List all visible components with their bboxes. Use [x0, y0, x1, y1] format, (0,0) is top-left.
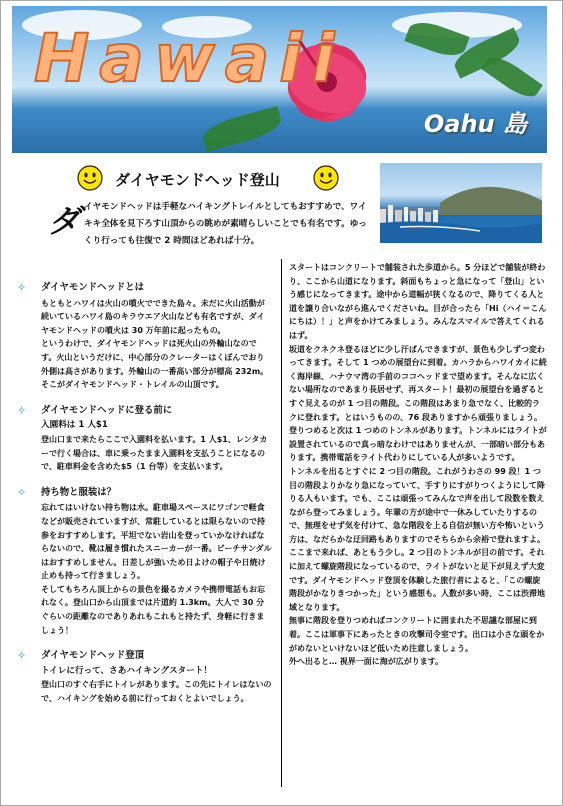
- paragraph: 坂道をクネクネ登るほどに少し汗ばんできますが、景色も少しずつ変わってきます。そして 1 つめの展望台に到着。カハラからハワイカイに続く海岸線、ハナウマ湾の手前のココヘッドまで望めます。そんなに広くない場所なのであまり長居せず、再スタート！最初の展望台を過ぎるとすぐ見えるのが 1 つ目の階段。この階段はあまり急でなく、比較的ラクに登れます。とはいうものの、76 段ありますから頑張りましょう。: [289, 344, 547, 422]
- banner-image: [12, 6, 547, 153]
- section-title: ダイヤモンドヘッド登頂: [41, 650, 144, 662]
- section-heading: [17, 486, 272, 500]
- right-column: [289, 261, 547, 669]
- page-title: ダイヤモンドヘッド登山: [115, 171, 280, 189]
- section-body: [41, 419, 272, 473]
- smiley-icon: [77, 165, 103, 191]
- section-heading: [17, 281, 272, 295]
- paragraph: スタートはコンクリートで舗装された歩道から。5 分ほどで舗装が終わり、ここから山道になります。斜面もちょっと急になって「登山」という感じになってきます。途中から道幅が狭くなるので、降りてくる人と道を譲り合いながら進んでくださいね。目が合ったら「Hi（ハイ＝こんにちは）！」と声をかけてみましょう。みんなスマイルで答えてくれるはず。: [289, 263, 547, 340]
- paragraph: 無事に階段を登りつめればコンクリートに囲まれた不思議な部屋に到着。ここは軍事下にあったときの攻撃司令室です。出口は小さな頭をかがめないといけないほど低いため注意しましょう。: [289, 616, 545, 653]
- smiley-icon: [313, 165, 339, 191]
- sparkle-bullet-icon: ✧: [17, 649, 27, 663]
- paragraph: トンネルを出るとすぐに 2 つ目の階段。これがうわさの 99 段！1 つ目の階段よりかなり急になっていて、手すりにすがりつくようにして降りる人もいます。でも、ここは頑張ってみんなで声を出して段数を数えながら登ってみましょう。年輩の方が途中で一休みしていたりするので、無理をせず気を付けて、急な階段を上る自信が無い方や怖いという方は、なだらかな迂回路もありますのでそちらから余裕で登れますよ。: [289, 466, 545, 544]
- banner-subtitle: Oahu 島: [423, 110, 527, 138]
- paragraph: 外へ出ると… 視界一面に海が広がります。: [289, 657, 444, 667]
- diamond-head-photo: [380, 163, 542, 243]
- sparkle-bullet-icon: ✧: [17, 281, 27, 294]
- section-title: 持ち物と服装は？: [41, 486, 117, 498]
- dropcap: ダ: [48, 202, 81, 240]
- column-divider: [281, 259, 282, 787]
- section-title: ダイヤモンドヘッドとは: [41, 282, 144, 293]
- section-subtitle: トイレに行って、さあハイキングスタート！: [41, 665, 212, 676]
- paragraph: 登山口まで来たらここで入園料を払います。1 人$1、レンタカーで行く場合は、車に乗ったまま入園料を支払うことになるので、駐車料金を含めた$5（1 台等）を支払います。: [41, 434, 268, 472]
- section-heading: [17, 404, 272, 418]
- intro-paragraph: イヤモンドヘッドは手軽なハイキングトレイルとしてもおすすめで、ワイキキ全体を見下ろす山頂からの眺めが素晴らしいことでも有名です。ゆっくり行っても往復で 2 時間ほどあれば十分。: [84, 202, 367, 246]
- paragraph: そしてもちろん頂上からの景色を撮るカメラや携帯電話もお忘れなく。登山口から山頂までは片道約 1.3km。大人で 30 分ぐらいの距離なのでありあれもこれもと持たず、身軽に行きましょう！: [41, 584, 265, 635]
- paragraph: 登山口のすぐ右手にトイレがあります。この先にトイレはないので、ハイキングを始める前に行っておくとよいでしょう。: [41, 680, 272, 704]
- section-body: [41, 501, 272, 637]
- paragraph: ここまで来れば、あともう少し。2 つ目のトンネルが目の前です。それに加えて螺旋階段になっているので、ライトがないと足下が見えず大変です。ダイヤモンドヘッド登頂を体験した旅行者によると、「この螺旋階段がかなりきつかった」という感想も。人数が多い時、ここは渋滞地域となります。: [289, 548, 545, 612]
- paragraph: というわけで、ダイヤモンドヘッドは死火山の外輪山なのです。火山というだけに、中心部分のクレーターはくぼんでおり外側は高さがあります。外輪山の一番高い部分が標高 232m。そこがダイヤモンドヘッド・トレイルの山頂です。: [41, 339, 269, 390]
- section-body: [41, 297, 272, 392]
- banner-title: Hawaii: [34, 20, 345, 97]
- palm-leaf: [481, 51, 543, 103]
- paragraph: もともとハワイは火山の噴火でできた島々。未だに火山活動が続いているハワイ島のキラウエア火山なども有名ですが、ダイヤモンドヘッドの噴火は 30 万年前に起ったもの。: [41, 298, 265, 335]
- paragraph: 忘れてはいけない持ち物は水。駐車場スペースにワゴンで軽食などが販売されていますが、常駐しているとは限らないので持参をおすすめします。平坦でない岩山を登っていかなければならないので、靴は履き慣れたスニーカーが一番。ビーチサンダルはおすすめしません。日差しが強いため日よけの帽子や日焼け止めも持って行きましょう。: [41, 503, 272, 581]
- sparkle-bullet-icon: ✧: [17, 403, 27, 417]
- section-heading: [17, 649, 272, 663]
- section-subtitle: 入園料は 1 人$1: [41, 420, 108, 431]
- sparkle-bullet-icon: ✧: [17, 485, 27, 499]
- left-column: [17, 281, 272, 718]
- paragraph: 登りつめると次は 1 つめのトンネルがあります。トンネルにはライトが設置されているので真っ暗なわけではありませんが、一部暗い部分もあります。携帯電話をライト代わりにしている人が多いようです。: [289, 426, 547, 463]
- section-body: [41, 665, 272, 706]
- section-title: ダイヤモンドヘッドに登る前に: [41, 404, 173, 416]
